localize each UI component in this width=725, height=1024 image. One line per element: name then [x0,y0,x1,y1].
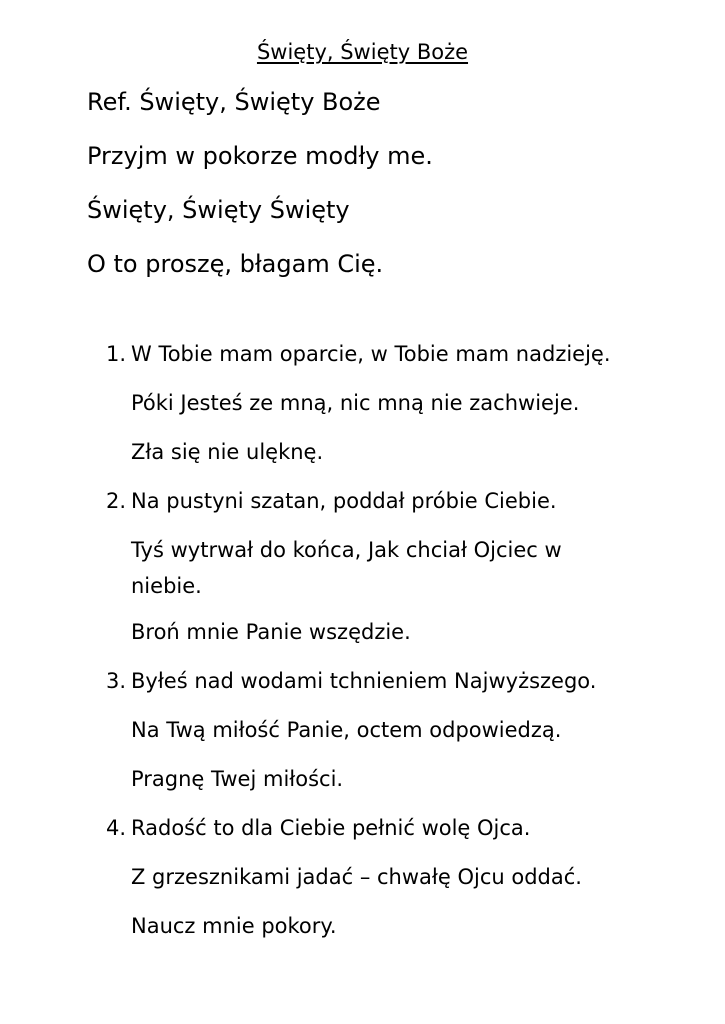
refrain [87,86,433,302]
verse-line-text: Byłeś nad wodami tchnieniem Najwyższego. [131,669,597,693]
verse-number: 2. [106,489,127,513]
song-title: Święty, Święty Boże [256,40,469,64]
verse-3 [106,667,666,793]
verse-line: Póki Jesteś ze mną, nic mną nie zachwieje. [131,391,580,415]
verse-line-text: Na pustyni szatan, poddał próbie Ciebie. [131,489,557,513]
verse-number: 4. [106,816,127,840]
verse-line: Tyś wytrwał do końca, Jak chciał Ojciec w niebie. [131,538,562,598]
verse-line [106,487,666,515]
verse-4 [106,814,666,940]
verse-line: Broń mnie Panie wszędzie. [131,620,411,644]
verse-number: 3. [106,669,127,693]
verse-line [106,340,666,368]
verse-1 [106,340,666,466]
verse-line: Zła się nie ulęknę. [131,440,324,464]
verse-line: Na Twą miłość Panie, octem odpowiedzą. [131,718,562,742]
refrain-line: Ref. Święty, Święty Boże [87,88,381,116]
verse-line: Pragnę Twej miłości. [131,767,344,791]
verses-list [106,340,666,961]
verse-line: Naucz mnie pokory. [131,914,337,938]
refrain-line: Przyjm w pokorze modły me. [87,142,433,170]
verse-line-text: W Tobie mam oparcie, w Tobie mam nadzieję. [131,342,611,366]
verse-line [106,667,666,695]
verse-line-text: Radość to dla Ciebie pełnić wolę Ojca. [131,816,531,840]
verse-line: Z grzesznikami jadać – chwałę Ojcu oddać. [131,865,582,889]
verse-2 [106,487,666,646]
verse-number: 1. [106,342,127,366]
verse-line [106,814,666,842]
refrain-line: O to proszę, błagam Cię. [87,250,384,278]
refrain-line: Święty, Święty Święty [87,196,350,224]
